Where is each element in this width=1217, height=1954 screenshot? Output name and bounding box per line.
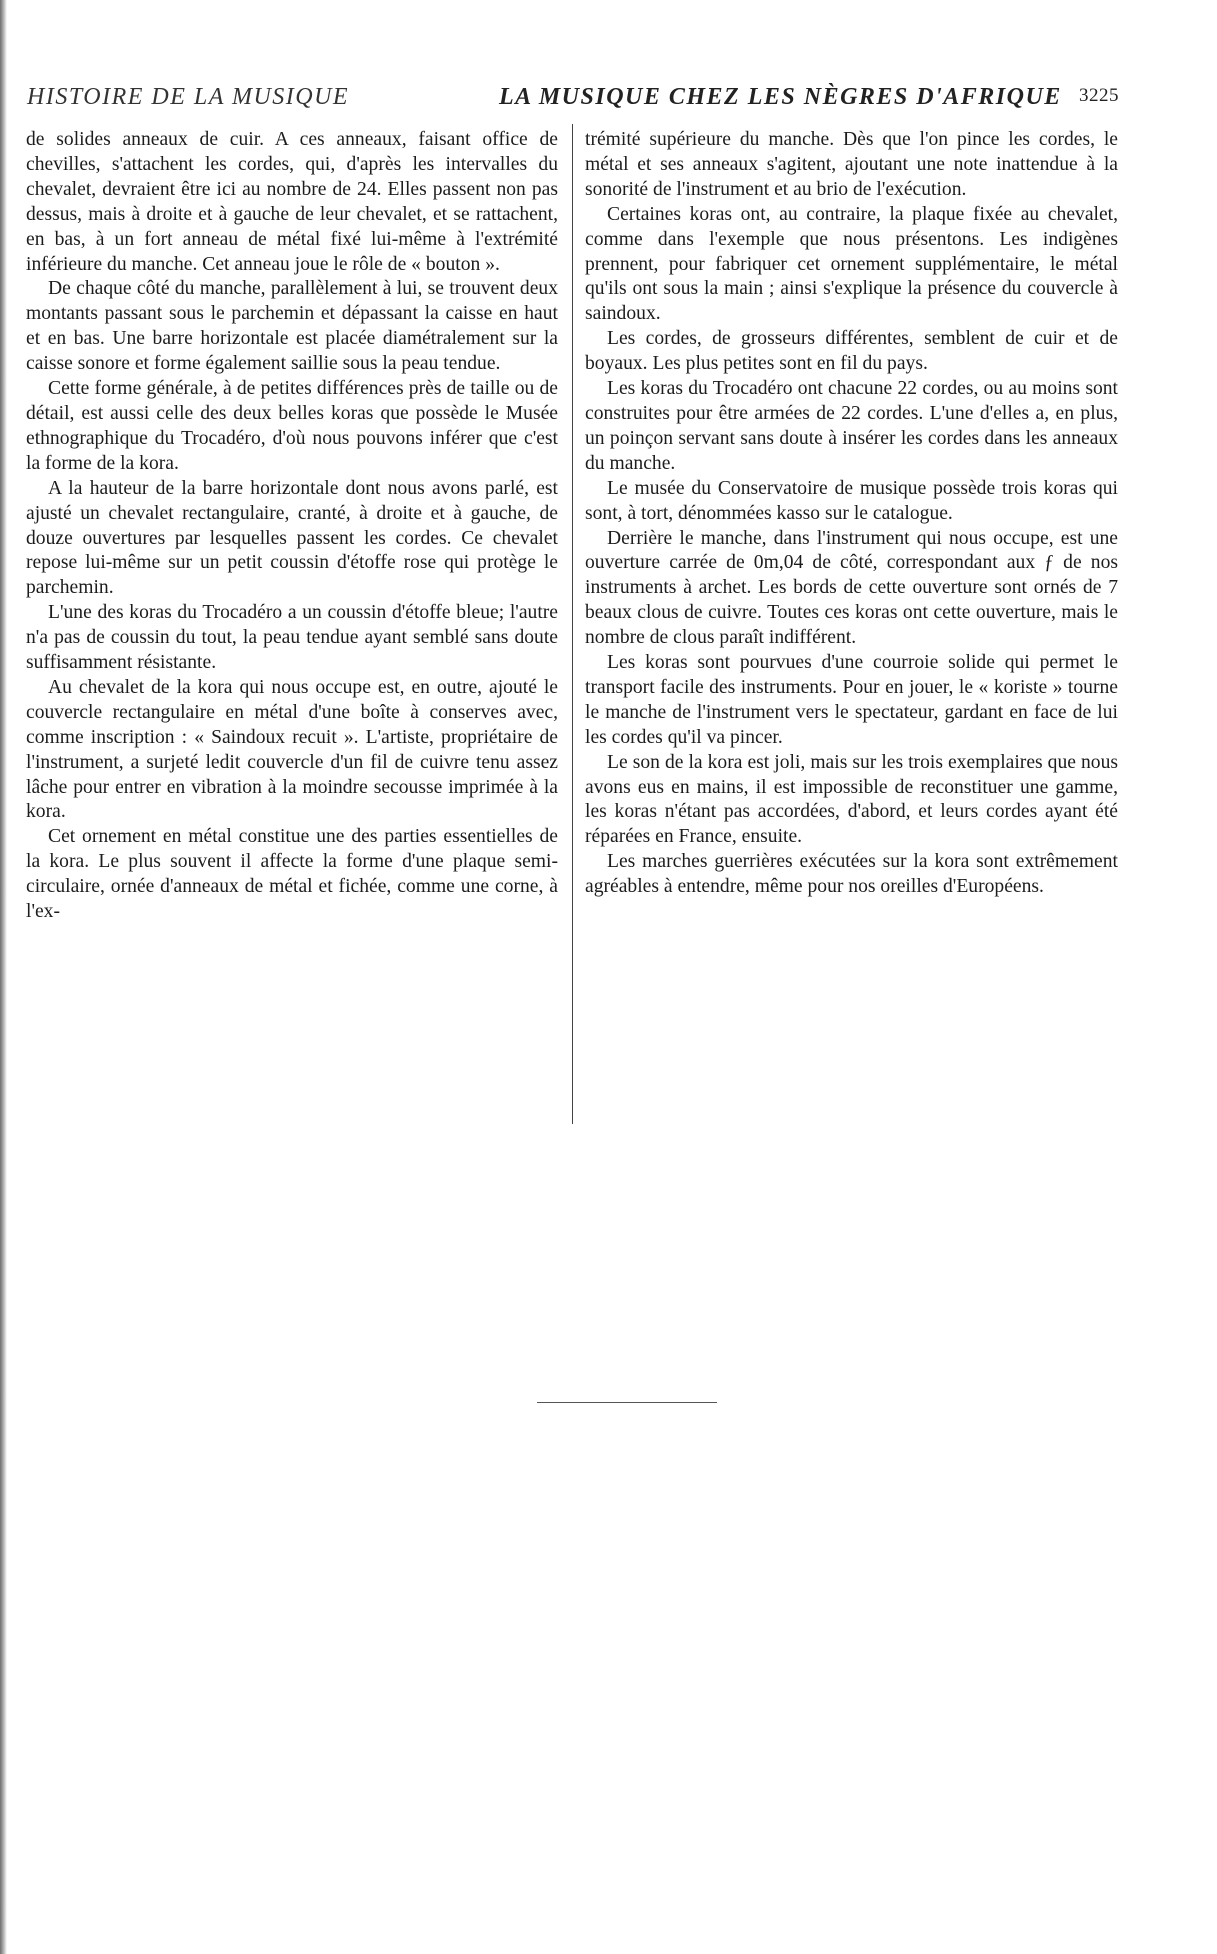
running-head-left: HISTOIRE DE LA MUSIQUE (27, 84, 350, 110)
paragraph: Le musée du Conservatoire de musique possède trois koras qui sont, à tort, dénommées kasso sur le catalogue. (585, 477, 1118, 524)
paragraph: Cet ornement en métal constitue une des parties essentielles de la kora. Le plus souvent il affecte la forme d'une plaque semi-circulaire, ornée d'anneaux de métal et fichée, comme une corne, à l'ex- (26, 826, 558, 923)
section-end-rule (537, 1402, 717, 1403)
running-head (27, 84, 1119, 114)
paragraph: Les koras sont pourvues d'une courroie solide qui permet le transport facile des instruments. Pour en jouer, le « koriste » tourne le manche de l'instrument vers le spectateur, gardant en face de lui les cordes qu'il va pincer. (585, 652, 1118, 748)
paragraph: Les cordes, de grosseurs différentes, semblent de cuir et de boyaux. Les plus petites sont en fil du pays. (585, 328, 1118, 375)
paragraph: Au chevalet de la kora qui nous occupe est, en outre, ajouté le couvercle rectangulaire en métal d'une boîte à conserves avec, comme inscription : « Saindoux recuit ». L'artiste, propriétaire de l'instrument, a surjeté ledit couvercle d'un fil de cuivre tenu assez lâche pour entrer en vibration à la moindre secousse imprimée à la kora. (26, 676, 558, 823)
column-divider (572, 124, 573, 1124)
paragraph: Les marches guerrières exécutées sur la kora sont extrêmement agréables à entendre, même pour nos oreilles d'Européens. (585, 851, 1118, 898)
paragraph: trémité supérieure du manche. Dès que l'on pince les cordes, le métal et ses anneaux s'agitent, ajoutant une note inattendue à la sonorité de l'instrument et au brio de l'exécution. (585, 129, 1118, 200)
running-head-right: LA MUSIQUE CHEZ LES NÈGRES D'AFRIQUE (499, 84, 1062, 110)
paragraph: Les koras du Trocadéro ont chacune 22 cordes, ou au moins sont construites pour être armées de 22 cordes. L'une d'elles a, en plus, un poinçon servant sans doute à insérer les cordes dans les anneaux du manche. (585, 378, 1118, 474)
paragraph: A la hauteur de la barre horizontale dont nous avons parlé, est ajusté un chevalet rectangulaire, cranté, à droite et à gauche, de douze ouvertures par lesquelles passent les cordes. Ce chevalet repose lui-même sur un petit coussin d'étoffe rose qui protège le parchemin. (26, 477, 558, 599)
scan-edge (0, 0, 7, 1954)
paragraph: L'une des koras du Trocadéro a un coussin d'étoffe bleue; l'autre n'a pas de coussin du tout, la peau tendue ayant semblé sans doute suffisamment résistante. (26, 602, 558, 674)
left-column (26, 128, 558, 925)
paragraph: Derrière le manche, dans l'instrument qui nous occupe, est une ouverture carrée de 0m,04 de côté, correspondant aux ƒ de nos instruments à archet. Les bords de cette ouverture sont ornés de 7 beaux clous de cuivre. Toutes ces koras ont cette ouverture, mais le nombre de clous paraît indifférent. (585, 527, 1118, 649)
paragraph: de solides anneaux de cuir. A ces anneaux, faisant office de chevilles, s'attachent les cordes, qui, d'après les intervalles du chevalet, devraient être ici au nombre de 24. Elles passent non pas dessus, mais à droite et à gauche de leur chevalet, et se rattachent, en bas, à un fort anneau de métal fixé lui-même à l'extrémité inférieure du manche. Cet anneau joue le rôle de « bouton ». (26, 129, 558, 275)
paragraph: Le son de la kora est joli, mais sur les trois exemplaires que nous avons eus en mains, il est impossible de reconstituer une gamme, les koras n'étant pas accordées, d'abord, et leurs cordes ayant été réparées en France, ensuite. (585, 751, 1118, 848)
right-column (585, 128, 1118, 900)
page-number: 3225 (1079, 85, 1119, 106)
paragraph: De chaque côté du manche, parallèlement à lui, se trouvent deux montants passant sous le parchemin et dépassant la caisse en haut et en bas. Une barre horizontale est placée diamétralement sur la caisse sonore et forme également saillie sous la peau tendue. (26, 278, 558, 375)
paragraph: Cette forme générale, à de petites différences près de taille ou de détail, est aussi celle des deux belles koras que possède le Musée ethnographique du Trocadéro, d'où nous pouvons inférer que c'est la forme de la kora. (26, 378, 558, 474)
paragraph: Certaines koras ont, au contraire, la plaque fixée au chevalet, comme dans l'exemple que nous présentons. Les indigènes prennent, pour fabriquer cet ornement supplémentaire, le métal qu'ils ont sous la main ; ainsi s'explique la présence du couvercle à saindoux. (585, 203, 1118, 325)
